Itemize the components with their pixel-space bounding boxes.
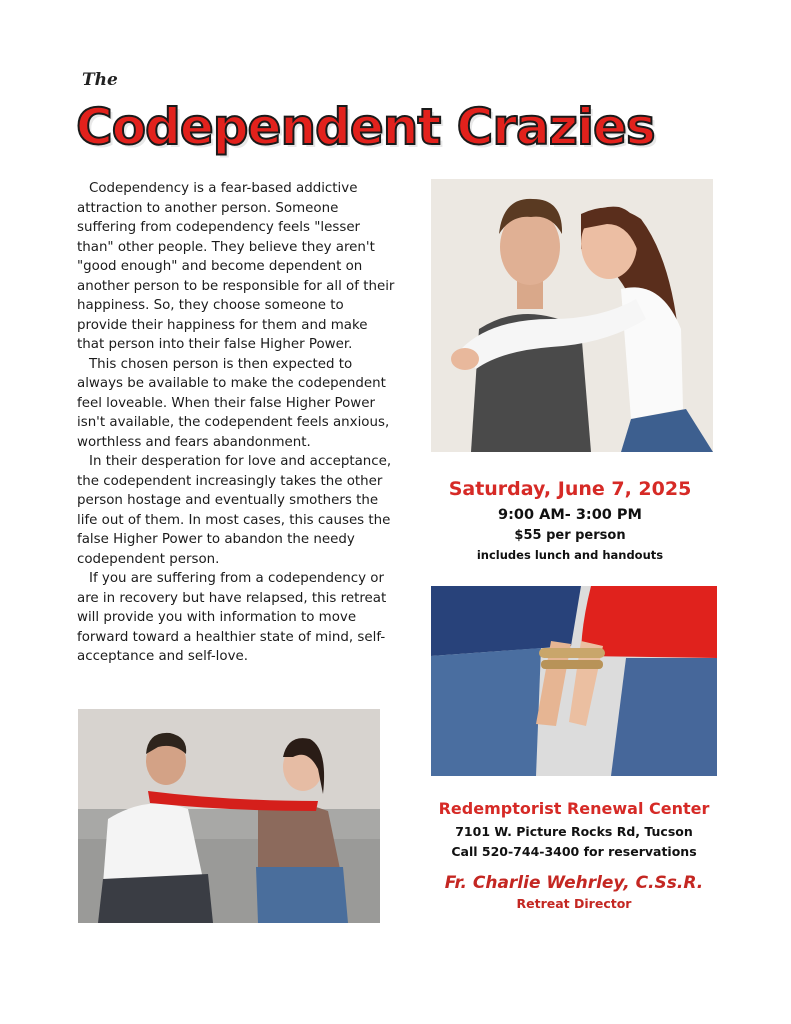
director-title: Retreat Director: [516, 896, 632, 911]
venue-phone: Call 520-744-3400 for reservations: [451, 844, 697, 859]
venue-name: Redemptorist Renewal Center: [438, 799, 710, 818]
paragraph-3: In their desperation for love and acceptance, the codependent increasingly takes the other person hostage and eventually smothers the life out of them. In most cases, this causes the false Higher Power to abandon the needy codependent person.: [77, 454, 392, 567]
page-title: Codependent Crazies: [76, 98, 655, 156]
photo-tied-wrists: [431, 586, 717, 776]
event-time: 9:00 AM- 3:00 PM: [497, 507, 642, 523]
event-price: $55 per person: [514, 528, 626, 543]
body-text: [77, 179, 395, 667]
venue-details: [414, 796, 734, 913]
photo-scarf-couple: [78, 709, 380, 923]
director-name: Fr. Charlie Wehrley, C.Ss.R.: [444, 873, 704, 893]
event-details: [420, 474, 720, 564]
paragraph-1: Codependency is a fear-based addictive attraction to another person. Someone suffering from codependency feels "lesser than" other people. They believe they aren't "good enough" and become dependent on another person to be responsible for all of their happiness. So, they choose someone to provide their happiness for them and make that person into their false Higher Power.: [77, 181, 395, 352]
photo-couple-hugging: [431, 179, 713, 452]
title-prefix: The: [82, 70, 118, 90]
venue-address: 7101 W. Picture Rocks Rd, Tucson: [455, 824, 693, 839]
event-includes: includes lunch and handouts: [476, 548, 664, 562]
paragraph-2: This chosen person is then expected to always be available to make the codependent feel loveable. When their false Higher Power isn't available, the codependent feels anxious, worthless and fears abandonment.: [77, 356, 390, 450]
event-date: Saturday, June 7, 2025: [448, 478, 692, 500]
paragraph-4: If you are suffering from a codependency or are in recovery but have relapsed, this retreat will provide you with information to move forward toward a healthier state of mind, self-acceptance and self-love.: [77, 571, 387, 664]
